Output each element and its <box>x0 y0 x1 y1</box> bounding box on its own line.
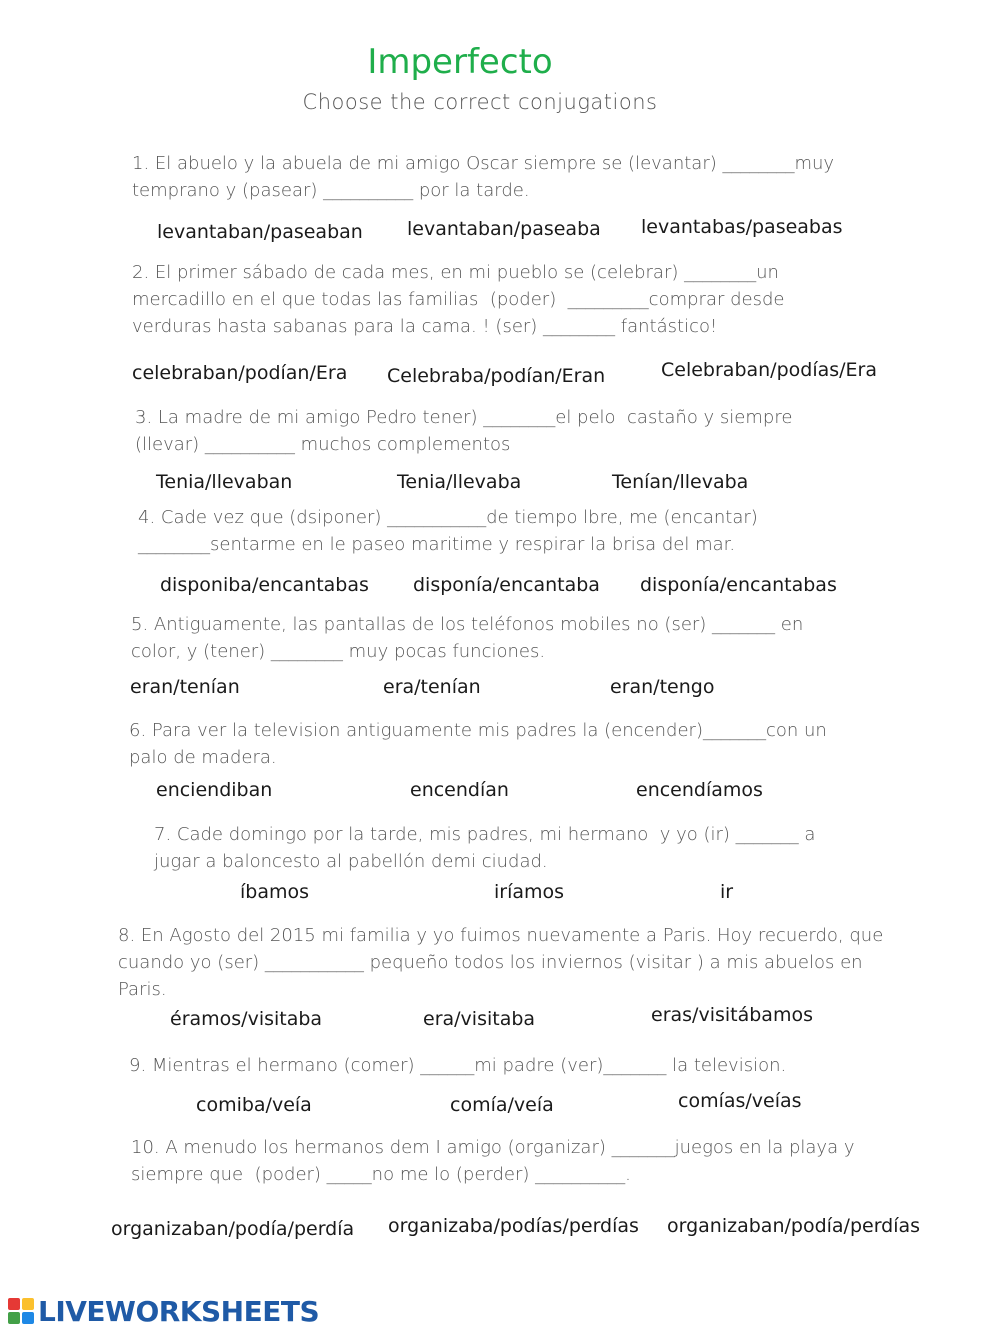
answer-option[interactable]: ir <box>720 881 734 903</box>
answer-option[interactable]: íbamos <box>240 881 310 903</box>
question-3 <box>135 404 792 458</box>
answer-option[interactable]: encendíamos <box>636 779 763 801</box>
question-line: temprano y (pasear) __________ por la tarde. <box>132 180 530 201</box>
answer-option[interactable]: Tenia/llevaba <box>397 471 522 493</box>
answer-option[interactable]: comiba/veía <box>196 1094 312 1116</box>
question-line: 4. Cade vez que (dsiponer) ___________de tiempo lbre, me (encantar) <box>138 507 758 528</box>
logo-square <box>8 1312 20 1324</box>
question-1 <box>132 150 834 204</box>
answer-option[interactable]: disponiba/encantabas <box>160 574 369 596</box>
question-line: 8. En Agosto del 2015 mi familia y yo fuimos nuevamente a Paris. Hoy recuerdo, que <box>118 925 884 946</box>
question-6 <box>129 717 827 771</box>
question-8 <box>118 922 883 1003</box>
answer-option[interactable]: disponía/encantabas <box>640 574 837 596</box>
answer-option[interactable]: organizaba/podías/perdías <box>388 1215 639 1237</box>
question-line: cuando yo (ser) ___________ pequeño todos los inviernos (visitar ) a mis abuelos en <box>118 952 863 973</box>
question-line: (llevar) __________ muchos complementos <box>135 434 511 455</box>
question-line: 6. Para ver la television antiguamente mis padres la (encender)_______con un <box>129 720 827 741</box>
question-line: 5. Antiguamente, las pantallas de los teléfonos mobiles no (ser) _______ en <box>131 614 804 635</box>
page-title: Imperfecto <box>367 42 553 82</box>
answer-option[interactable]: celebraban/podían/Era <box>132 362 348 384</box>
answer-option[interactable]: comías/veías <box>678 1090 802 1112</box>
answer-option[interactable]: eras/visitábamos <box>651 1004 813 1026</box>
answer-option[interactable]: iríamos <box>494 881 565 903</box>
question-2 <box>132 259 784 340</box>
answer-option[interactable]: disponía/encantaba <box>413 574 600 596</box>
question-line: 1. El abuelo y la abuela de mi amigo Oscar siempre se (levantar) ________muy <box>132 153 835 174</box>
logo-square <box>8 1298 20 1310</box>
answer-option[interactable]: eran/tengo <box>610 676 715 698</box>
logo-text: LIVEWORKSHEETS <box>38 1294 320 1328</box>
logo-squares-icon <box>8 1298 34 1324</box>
answer-option[interactable]: levantaban/paseaban <box>157 221 363 243</box>
question-line: 10. A menudo los hermanos dem I amigo (organizar) _______juegos en la playa y <box>131 1137 855 1158</box>
liveworksheets-logo <box>8 1294 319 1328</box>
answer-option[interactable]: eran/tenían <box>130 676 240 698</box>
answer-option[interactable]: enciendiban <box>156 779 273 801</box>
question-7 <box>154 821 815 875</box>
answer-option[interactable]: comía/veía <box>450 1094 554 1116</box>
question-line: color, y (tener) ________ muy pocas funciones. <box>131 641 546 662</box>
answer-option[interactable]: Celebraba/podían/Eran <box>387 365 606 387</box>
answer-option[interactable]: era/tenían <box>383 676 481 698</box>
logo-square <box>22 1298 34 1310</box>
answer-option[interactable]: encendían <box>410 779 509 801</box>
question-line: 9. Mientras el hermano (comer) ______mi padre (ver)_______ la television. <box>129 1055 787 1076</box>
question-9 <box>129 1052 786 1079</box>
answer-option[interactable]: Tenia/llevaban <box>156 471 293 493</box>
answer-option[interactable]: éramos/visitaba <box>170 1008 323 1030</box>
question-line: palo de madera. <box>129 747 277 768</box>
answer-option[interactable]: era/visitaba <box>423 1008 536 1030</box>
question-line: 3. La madre de mi amigo Pedro tener) ________el pelo castaño y siempre <box>135 407 793 428</box>
question-10 <box>131 1134 854 1188</box>
question-line: 7. Cade domingo por la tarde, mis padres, mi hermano y yo (ir) _______ a <box>154 824 816 845</box>
logo-square <box>22 1312 34 1324</box>
answer-option[interactable]: organizaban/podía/perdía <box>111 1218 355 1240</box>
question-line: siempre que (poder) _____no me lo (perder) __________. <box>131 1164 631 1185</box>
answer-option[interactable]: organizaban/podía/perdías <box>667 1215 921 1237</box>
question-line: 2. El primer sábado de cada mes, en mi pueblo se (celebrar) ________un <box>132 262 779 283</box>
answer-option[interactable]: Tenían/llevaba <box>612 471 749 493</box>
question-line: ________sentarme en le paseo maritime y respirar la brisa del mar. <box>138 534 736 555</box>
question-4 <box>138 504 758 558</box>
answer-option[interactable]: Celebraban/podías/Era <box>661 359 878 381</box>
answer-option[interactable]: levantabas/paseabas <box>641 216 843 238</box>
question-line: jugar a baloncesto al pabellón demi ciudad. <box>154 851 548 872</box>
question-5 <box>131 611 803 665</box>
page-subtitle: Choose the correct conjugations <box>302 90 658 114</box>
question-line: Paris. <box>118 979 167 1000</box>
question-line: verduras hasta sabanas para la cama. ! (ser) ________ fantástico! <box>132 316 718 337</box>
answer-option[interactable]: levantaban/paseaba <box>407 218 601 240</box>
question-line: mercadillo en el que todas las familias (poder) _________comprar desde <box>132 289 785 310</box>
